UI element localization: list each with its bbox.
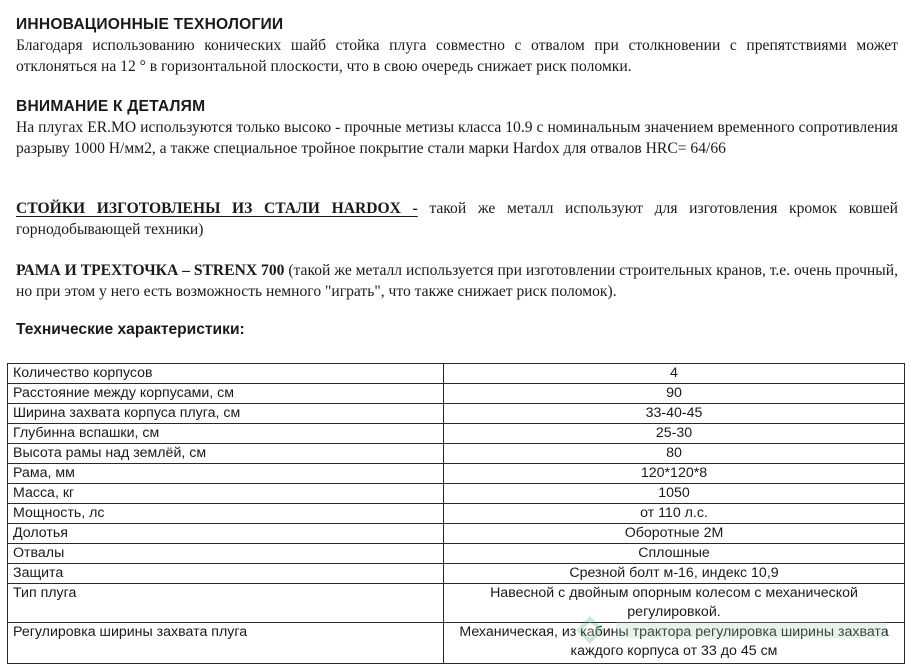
table-row xyxy=(8,444,905,464)
spec-label: Долотья xyxy=(8,524,444,544)
table-row xyxy=(8,524,905,544)
spec-value: 33-40-45 xyxy=(444,404,905,424)
section-heading: ИННОВАЦИОННЫЕ ТЕХНОЛОГИИ xyxy=(16,16,284,33)
spec-value: 25-30 xyxy=(444,424,905,444)
spec-value: 1050 xyxy=(444,484,905,504)
section-frame-strenx xyxy=(16,260,898,302)
spec-value: 120*120*8 xyxy=(444,464,905,484)
table-row xyxy=(8,544,905,564)
section-heading: ВНИМАНИЕ К ДЕТАЛЯМ xyxy=(16,98,206,115)
table-row xyxy=(8,504,905,524)
section-text: Благодаря использованию конических шайб стойка плуга совместно с отвалом при столкновении с препятствиями может отклоняться на 12 ° в горизонтальной плоскости, что в свою очередь снижает риск поломки. xyxy=(16,37,898,75)
spec-value: Навесной с двойным опорным колесом с механической регулировкой. xyxy=(444,584,905,623)
spec-label: Отвалы xyxy=(8,544,444,564)
spec-label: Мощность, лс xyxy=(8,504,444,524)
table-row xyxy=(8,464,905,484)
table-row xyxy=(8,584,905,623)
spec-label: Высота рамы над землёй, см xyxy=(8,444,444,464)
spec-value: Механическая, из кабины трактора регулировка ширины захвата каждого корпуса от 33 до 45 см xyxy=(444,623,905,664)
spec-label: Регулировка ширины захвата плуга xyxy=(8,623,444,664)
spec-label: Глубинна вспашки, см xyxy=(8,424,444,444)
spec-value: 80 xyxy=(444,444,905,464)
spec-label: Количество корпусов xyxy=(8,364,444,384)
spec-label: Защита xyxy=(8,564,444,584)
spec-label: Расстояние между корпусами, см xyxy=(8,384,444,404)
table-row xyxy=(8,564,905,584)
table-row xyxy=(8,484,905,504)
section-innovations xyxy=(16,14,898,77)
table-row xyxy=(8,424,905,444)
spec-value: 4 xyxy=(444,364,905,384)
spec-label: Ширина захвата корпуса плуга, см xyxy=(8,404,444,424)
specs-table xyxy=(7,363,905,664)
section-heading: СТОЙКИ ИЗГОТОВЛЕНЫ ИЗ СТАЛИ HARDOX - xyxy=(16,200,418,217)
spec-label: Тип плуга xyxy=(8,584,444,623)
spec-value: 90 xyxy=(444,384,905,404)
table-row xyxy=(8,623,905,664)
section-hardox-stands xyxy=(16,198,898,240)
section-text: На плугах ER.MO используются только высоко - прочные метизы класса 10.9 с номинальным значением временного сопротивления разрыву 1000 Н/мм2, а также специальное тройное покрытие стали марки Hardox для отвалов HRC= 64/66 xyxy=(16,119,898,157)
table-row xyxy=(8,404,905,424)
section-heading: РАМА И ТРЕХТОЧКА – STRENX 700 xyxy=(16,262,285,279)
spec-value: Сплошные xyxy=(444,544,905,564)
spec-value: Срезной болт м-16, индекс 10,9 xyxy=(444,564,905,584)
section-text: такой же металл используют для изготовления кромок ковшей горнодобывающей техники) xyxy=(16,200,898,238)
section-attention-to-detail xyxy=(16,96,898,159)
specs-title: Технические характеристики: xyxy=(16,321,245,338)
spec-label: Масса, кг xyxy=(8,484,444,504)
table-row xyxy=(8,384,905,404)
spec-value: от 110 л.с. xyxy=(444,504,905,524)
spec-label: Рама, мм xyxy=(8,464,444,484)
table-row xyxy=(8,364,905,384)
spec-value: Оборотные 2М xyxy=(444,524,905,544)
section-text: (такой же металл используется при изготовлении строительных кранов, т.е. очень прочный, но при этом у него есть возможность немного "играть", что также снижает риск поломок). xyxy=(16,262,899,300)
